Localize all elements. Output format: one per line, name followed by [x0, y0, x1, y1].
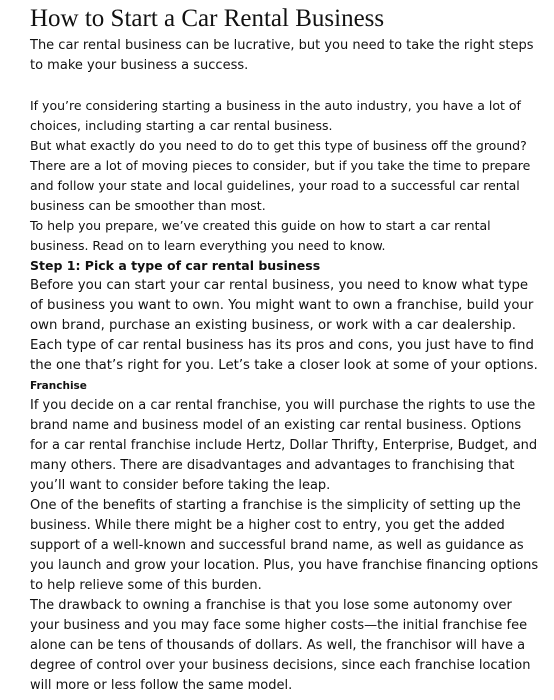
franchise-paragraph: One of the benefits of starting a franchise is the simplicity of setting up the business. While there might be a higher cost to entry, you get the added support of a well-known and successful brand name, as well as guidance as you launch and grow your location. Plus, you have franchise financing options to help relieve some of this burden. [30, 498, 539, 593]
intro-paragraph: To help you prepare, we’ve created this guide on how to start a car rental business. Read on to learn everything you need to know. [30, 218, 491, 253]
article-body [30, 36, 540, 696]
franchise-paragraph: If you decide on a car rental franchise, you will purchase the rights to use the brand name and business model of an existing car rental business. Options for a car rental franchise include Hertz, Dollar Thrifty, Enterprise, Budget, and many others. There are disadvantages and advantages to franchising that you’ll want to consider before taking the leap. [30, 398, 538, 493]
franchise-paragraph: The drawback to owning a franchise is that you lose some autonomy over your business and you may face some higher costs—the initial franchise fee alone can be tens of thousands of dollars. As well, the franchisor will have a degree of control over your business decisions, since each franchise location will more or less follow the same model. [30, 598, 531, 693]
franchise-heading: Franchise [30, 380, 87, 392]
article-lede: The car rental business can be lucrative, but you need to take the right steps to make your business a success. [30, 38, 534, 73]
intro-paragraph: If you’re considering starting a business in the auto industry, you have a lot of choices, including starting a car rental business. [30, 98, 521, 133]
article-title: How to Start a Car Rental Business [30, 5, 385, 32]
step-1-paragraph: Each type of car rental business has its pros and cons, you just have to find the one that’s right for you. Let’s take a closer look at some of your options. [30, 338, 538, 373]
step-1-heading: Step 1: Pick a type of car rental business [30, 258, 321, 273]
intro-paragraph: But what exactly do you need to do to get this type of business off the ground? There are a lot of moving pieces to consider, but if you take the time to prepare and follow your state and local guidelines, your road to a successful car rental business can be smoother than most. [30, 138, 531, 213]
step-1-paragraph: Before you can start your car rental business, you need to know what type of business you want to own. You might want to own a franchise, build your own brand, purchase an existing business, or work with a car dealership. [30, 278, 534, 333]
